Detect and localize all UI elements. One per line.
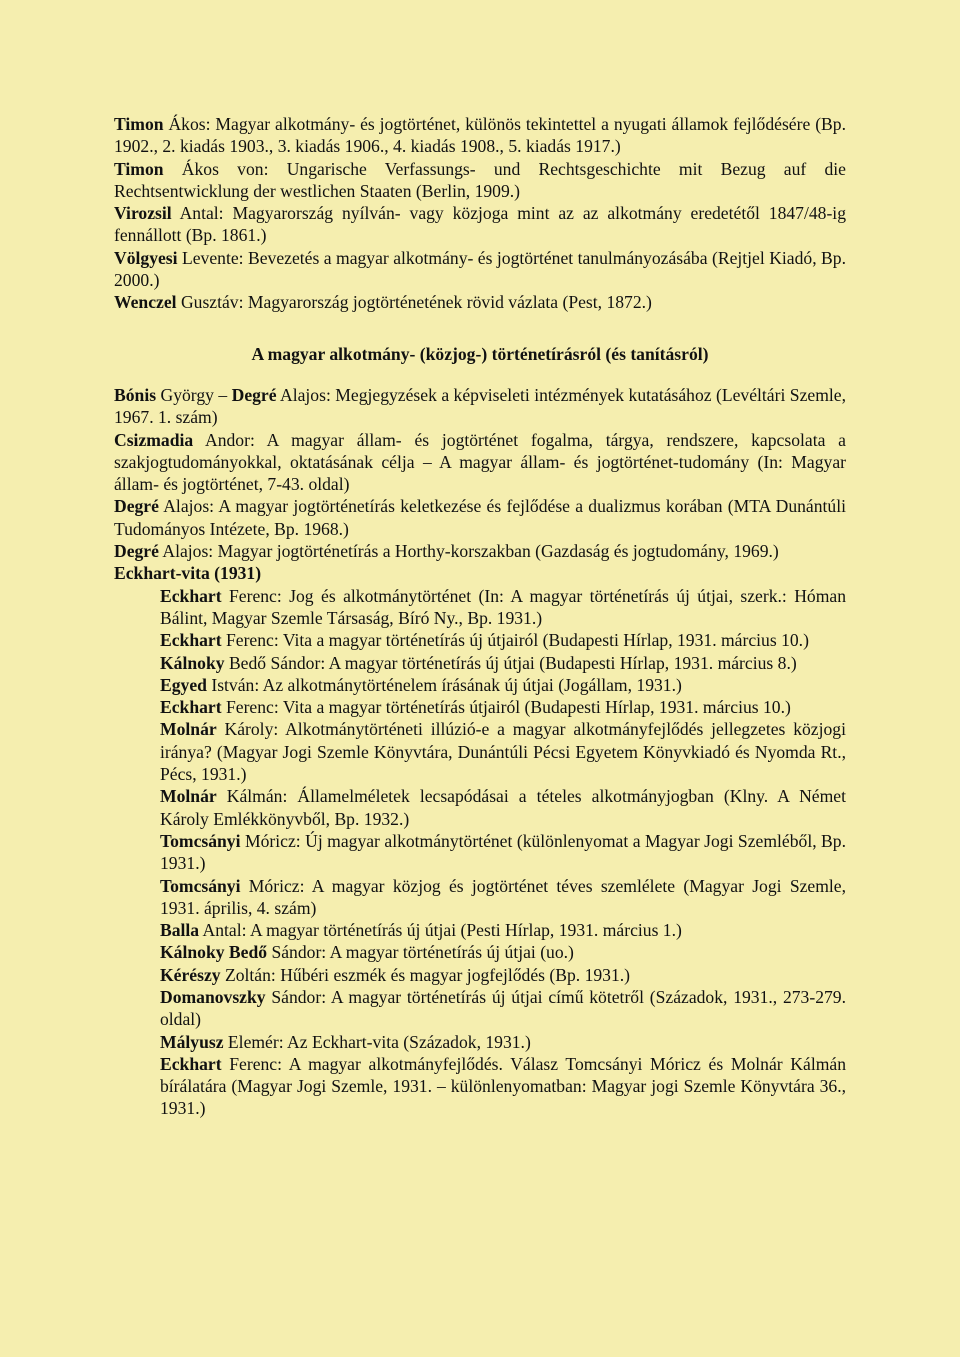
- bib-entry: [114, 540, 846, 562]
- bib-text: Sándor: A magyar történetírás új útjai című kötetről (Századok, 1931., 273-279. oldal): [160, 986, 846, 1030]
- bib-entry: [114, 1053, 846, 1120]
- bib-text: Ferenc: Vita a magyar történetírás útjairól (Budapesti Hírlap, 1931. március 10.): [221, 697, 791, 718]
- bib-entry: [114, 429, 846, 496]
- bib-entry: [114, 696, 846, 718]
- bib-author: Eckhart: [160, 630, 222, 651]
- subsection-bibliography: [114, 585, 846, 1120]
- bib-author: Virozsil: [114, 203, 172, 224]
- bib-author: Degré: [114, 496, 159, 517]
- bib-author: Balla: [160, 920, 200, 941]
- bib-text: Gusztáv: Magyarország jogtörténetének rövid vázlata (Pest, 1872.): [176, 292, 652, 313]
- bib-text: Antal: Magyarország nyílván- vagy közjoga mint az az alkotmány eredetétől 1847/48-ig fennállott (Bp. 1861.): [114, 203, 846, 246]
- bib-author: Molnár: [160, 719, 217, 740]
- bib-author: Mályusz: [160, 1031, 224, 1052]
- bib-author: Bónis: [114, 384, 157, 405]
- bib-author: Kérészy: [160, 964, 221, 985]
- bib-text: Ferenc: Jog és alkotmánytörténet (In: A magyar történetírás új útjai, szerk.: Hóman Bálint, Magyar Szemle Társaság, Bíró Ny., Bp. 1931.): [160, 585, 846, 628]
- bib-entry: [114, 674, 846, 696]
- bib-text: Móricz: Új magyar alkotmánytörténet (különlenyomat a Magyar Jogi Szemléből, Bp. 1931.): [160, 830, 846, 874]
- bib-text: Kálmán: Államelméletek lecsapódásai a tételes alkotmányjogban (Klny. A Német Károly Emlékkönyvből, Bp. 1932.): [160, 786, 846, 829]
- bib-author: Wenczel: [114, 292, 177, 313]
- bib-text: Andor: A magyar állam- és jogtörténet fogalma, tárgya, rendszere, kapcsolata a szakjogtudományokkal, oktatásának célja – A magyar állam- és jogtörténet-tudomány (In: Magyar állam- és jogtörténet, 7-43. oldal): [114, 429, 846, 495]
- bib-author: Degré: [114, 541, 159, 562]
- bib-author: Kálnoky Bedő: [160, 942, 268, 963]
- bib-entry: [114, 919, 846, 941]
- bib-author: Kálnoky: [160, 652, 225, 673]
- bib-entry: [114, 158, 846, 203]
- bib-author: Egyed: [160, 674, 207, 695]
- top-bibliography: [114, 113, 846, 314]
- bib-coauthor: Degré: [231, 384, 277, 405]
- bib-author: Eckhart: [160, 1053, 222, 1074]
- bib-entry: [114, 986, 846, 1031]
- bib-author: Csizmadia: [114, 429, 194, 450]
- bib-author: Tomcsányi: [160, 830, 241, 851]
- bib-text: Bedő Sándor: A magyar történetírás új útjai (Budapesti Hírlap, 1931. március 8.): [224, 652, 797, 673]
- bib-author: Eckhart: [160, 697, 222, 718]
- bib-text: István: Az alkotmánytörténelem írásának új útjai (Jogállam, 1931.): [206, 674, 682, 695]
- bib-entry: [114, 718, 846, 785]
- bib-entry: [114, 964, 846, 986]
- bib-entry: [114, 585, 846, 630]
- bib-author: Molnár: [160, 786, 217, 807]
- bib-text: Elemér: Az Eckhart-vita (Századok, 1931.): [223, 1031, 531, 1052]
- bib-text: Ákos von: Ungarische Verfassungs- und Rechtsgeschichte mit Bezug auf die Rechtsentwicklung der westlichen Staaten (Berlin, 1909.): [114, 158, 846, 201]
- bib-text: Ferenc: A magyar alkotmányfejlődés. Válasz Tomcsányi Móricz és Molnár Kálmán bírálatára (Magyar Jogi Szemle, 1931. – különlenyomatban: Magyar jogi Szemle Könyvtára 36., 1931.): [160, 1053, 846, 1119]
- bib-author: Domanovszky: [160, 986, 266, 1007]
- bib-entry: [114, 202, 846, 247]
- bib-entry: [114, 113, 846, 158]
- bib-author: Timon: [114, 158, 164, 179]
- bib-entry: [114, 652, 846, 674]
- bib-author: Tomcsányi: [160, 875, 241, 896]
- bib-text: Alajos: Megjegyzések a képviseleti intézmények kutatásához (Levéltári Szemle, 1967. 1. szám): [114, 384, 846, 428]
- bib-entry: [114, 875, 846, 920]
- bib-author: Eckhart: [160, 585, 222, 606]
- bib-text: György –: [156, 384, 232, 405]
- bib-text: Ferenc: Vita a magyar történetírás új útjairól (Budapesti Hírlap, 1931. március 10.): [221, 630, 809, 651]
- bib-author: Timon: [114, 114, 164, 134]
- bib-text: Alajos: A magyar jogtörténetírás keletkezése és fejlődése a dualizmus korában (MTA Dunántúli Tudományos Intézete, Bp. 1968.): [114, 496, 846, 539]
- bib-entry: [114, 495, 846, 540]
- bib-text: Alajos: Magyar jogtörténetírás a Horthy-korszakban (Gazdaság és jogtudomány, 1969.): [158, 541, 779, 562]
- bib-text: Levente: Bevezetés a magyar alkotmány- és jogtörténet tanulmányozásába (Rejtjel Kiadó, Bp. 2000.): [114, 247, 846, 291]
- bib-text: Károly: Alkotmánytörténeti illúzió-e a magyar alkotmányfejlődés jellegzetes közjogi iránya? (Magyar Jogi Szemle Könyvtára, Dunántúli Pécsi Egyetem Könyvkiadó és Nyomda Rt., Pécs, 1931.): [160, 719, 846, 785]
- bib-author: Völgyesi: [114, 247, 178, 268]
- bib-entry: [114, 830, 846, 875]
- bib-entry: [114, 629, 846, 651]
- bib-text: Zoltán: Hűbéri eszmék és magyar jogfejlődés (Bp. 1931.): [220, 964, 631, 985]
- bib-entry: [114, 384, 846, 429]
- bib-entry: [114, 247, 846, 292]
- section-bibliography: [114, 384, 846, 562]
- bib-entry: [114, 785, 846, 830]
- bib-text: Sándor: A magyar történetírás új útjai (uo.): [267, 942, 574, 963]
- bib-text: Antal: A magyar történetírás új útjai (Pesti Hírlap, 1931. március 1.): [199, 920, 682, 941]
- bib-entry: [114, 941, 846, 963]
- bib-entry: [114, 1031, 846, 1053]
- section-heading: A magyar alkotmány- (közjog-) történetírásról (és tanításról): [251, 343, 709, 364]
- subsection-heading: Eckhart-vita (1931): [114, 563, 262, 584]
- bib-text: Ákos: Magyar alkotmány- és jogtörténet, különös tekintettel a nyugati államok fejlődésére (Bp. 1902., 2. kiadás 1903., 3. kiadás 1906., 4. kiadás 1908., 5. kiadás 1917.): [114, 114, 846, 157]
- bib-text: Móricz: A magyar közjog és jogtörténet téves szemlélete (Magyar Jogi Szemle, 1931. április, 4. szám): [160, 875, 846, 918]
- bib-entry: [114, 291, 846, 313]
